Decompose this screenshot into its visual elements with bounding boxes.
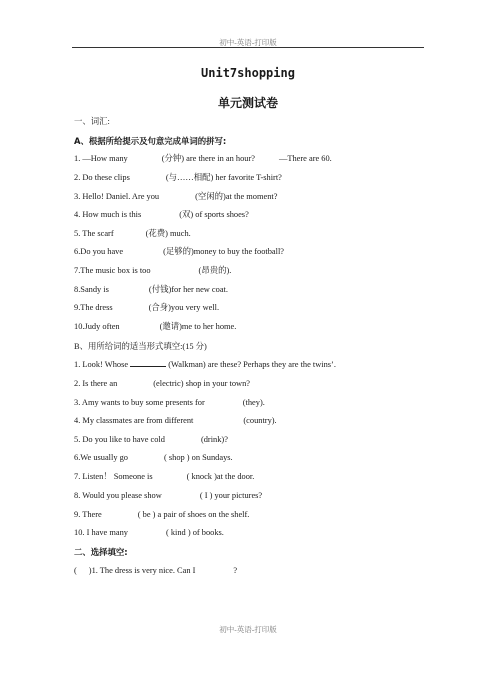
part-a-item: 8.Sandy is (付钱)for her new coat. — [74, 285, 228, 294]
part-b-item: 2. Is there an (electric) shop in your town? — [74, 379, 251, 388]
multiple-choice-item: ( )1. The dress is very nice. Can I ? — [74, 566, 238, 575]
page-header: 初中-英语-打印版 — [219, 38, 277, 47]
part-a-item: 10.Judy often (邀请)me to her home. — [74, 322, 237, 331]
part-a-item: 4. How much is this (双) of sports shoes? — [74, 210, 249, 219]
section-vocabulary-heading: 一、词汇: — [74, 117, 110, 126]
page-footer: 初中-英语-打印版 — [219, 625, 277, 634]
part-a-item: 9.The dress (合身)you very well. — [74, 303, 220, 312]
page-subtitle: 单元测试卷 — [217, 96, 278, 110]
part-a-item: 7.The music box is too (昂贵的). — [74, 266, 232, 275]
answer-blank — [130, 359, 166, 367]
page-title: Unit7shopping — [201, 66, 295, 80]
part-a-item: 2. Do these clips (与……相配) her favorite T-shirt? — [74, 173, 282, 182]
part-b-item: 1. Look! Whose (Walkman) are these? Perhaps they are the twins’. — [74, 360, 336, 369]
part-b-item: 7. Listen！ Someone is ( knock )at the door. — [74, 472, 255, 481]
part-a-heading: A、根据所给提示及句意完成单词的拼写: — [74, 136, 227, 146]
part-b-item: 9. There ( be ) a pair of shoes on the shelf. — [74, 510, 250, 519]
header-rule — [72, 47, 424, 48]
section-multiple-choice-heading: 二、选择填空: — [74, 547, 128, 557]
part-a-item: 1. —How many (分钟) are there in an hour? —There are 60. — [74, 154, 332, 163]
part-b-heading: B、用所给词的适当形式填空:(15 分) — [74, 342, 207, 351]
part-a-item: 3. Hello! Daniel. Are you (空闲的)at the moment? — [74, 192, 278, 201]
part-b-item: 10. I have many ( kind ) of books. — [74, 528, 224, 537]
part-a-item: 6.Do you have (足够的)money to buy the football? — [74, 247, 285, 256]
part-b-item: 5. Do you like to have cold (drink)? — [74, 435, 228, 444]
part-a-item: 5. The scarf (花费) much. — [74, 229, 191, 238]
part-b-item: 8. Would you please show ( I ) your pictures? — [74, 491, 263, 500]
part-b-item: 3. Amy wants to buy some presents for (they). — [74, 398, 265, 407]
part-b-item: 6.We usually go ( shop ) on Sundays. — [74, 453, 233, 462]
part-b-item: 4. My classmates are from different (country). — [74, 416, 277, 425]
